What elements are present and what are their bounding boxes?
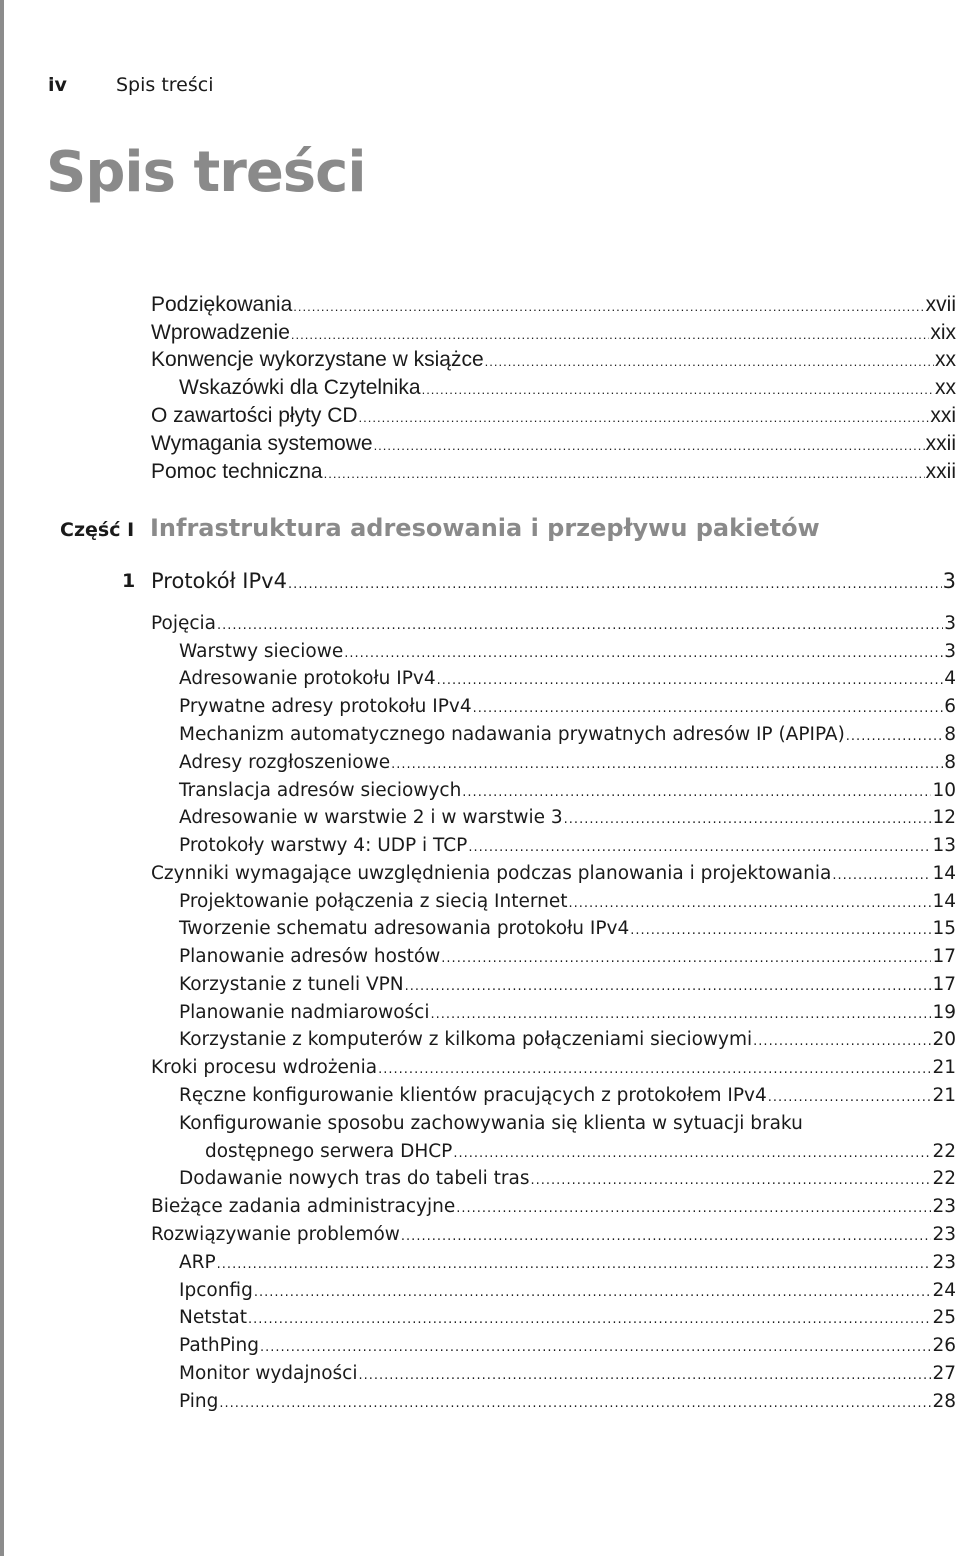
dot-leader bbox=[324, 466, 925, 481]
toc-entry[interactable]: Ping ..... 28 bbox=[179, 1391, 956, 1412]
dot-leader bbox=[437, 673, 944, 688]
chapter-number: 1 bbox=[122, 570, 136, 592]
dot-leader bbox=[374, 438, 925, 453]
dot-leader bbox=[753, 1034, 931, 1049]
dot-leader bbox=[260, 1340, 931, 1355]
page-edge-rule bbox=[0, 0, 4, 1556]
dot-leader bbox=[248, 1312, 931, 1327]
toc-entry[interactable]: Wprowadzenie ..... xix bbox=[151, 321, 956, 345]
dot-leader bbox=[217, 1257, 932, 1272]
toc-entry[interactable]: Planowanie adresów hostów ..... 17 bbox=[179, 946, 956, 967]
dot-leader bbox=[217, 618, 943, 633]
dot-leader bbox=[401, 1229, 932, 1244]
toc-entry[interactable]: Bieżące zadania administracyjne ..... 23 bbox=[151, 1196, 956, 1217]
dot-leader bbox=[832, 868, 931, 883]
toc-entry[interactable]: Pojęcia ..... 3 bbox=[151, 613, 956, 634]
dot-leader bbox=[564, 812, 932, 827]
toc-entry[interactable]: ARP ..... 23 bbox=[179, 1252, 956, 1273]
toc-entry[interactable]: Korzystanie z tuneli VPN ..... 17 bbox=[179, 974, 956, 995]
toc-entry[interactable]: Czynniki wymagające uwzględnienia podczas planowania i projektowania ..... 14 bbox=[151, 863, 956, 884]
toc-entry[interactable]: Podziękowania ..... xvii bbox=[151, 293, 956, 317]
dot-leader bbox=[462, 785, 931, 800]
toc-entry[interactable]: Ipconfig ..... 24 bbox=[179, 1280, 956, 1301]
dot-leader bbox=[422, 382, 934, 397]
dot-leader bbox=[288, 577, 942, 592]
dot-leader bbox=[453, 1146, 931, 1161]
toc-entry[interactable]: Mechanizm automatycznego nadawania prywatnych adresów IP (APIPA) ..... 8 bbox=[179, 724, 956, 745]
page-title: Spis treści bbox=[46, 140, 366, 205]
dot-leader bbox=[456, 1201, 931, 1216]
toc-entry[interactable]: O zawartości płyty CD ..... xxi bbox=[151, 404, 956, 428]
toc-entry[interactable]: Translacja adresów sieciowych ..... 10 bbox=[179, 780, 956, 801]
dot-leader bbox=[219, 1396, 931, 1411]
part-title: Infrastruktura adresowania i przepływu pakietów bbox=[150, 514, 820, 542]
dot-leader bbox=[359, 1368, 932, 1383]
toc-entry[interactable]: Kroki procesu wdrożenia ..... 21 bbox=[151, 1057, 956, 1078]
toc-entry[interactable]: Ręczne konfigurowanie klientów pracujących z protokołem IPv4 ..... 21 bbox=[179, 1085, 956, 1106]
toc-entry[interactable]: Wymagania systemowe ..... xxii bbox=[151, 432, 956, 456]
dot-leader bbox=[531, 1173, 932, 1188]
dot-leader bbox=[293, 299, 924, 314]
toc-entry[interactable]: Konwencje wykorzystane w książce ..... xx bbox=[151, 348, 956, 372]
toc-entry[interactable]: Monitor wydajności ..... 27 bbox=[179, 1363, 956, 1384]
toc-entry[interactable]: Projektowanie połączenia z siecią Internet ..... 14 bbox=[179, 891, 956, 912]
dot-leader bbox=[291, 327, 929, 342]
dot-leader bbox=[630, 923, 931, 938]
part-label: Część I bbox=[60, 519, 135, 541]
dot-leader bbox=[441, 951, 931, 966]
dot-leader bbox=[768, 1090, 932, 1105]
dot-leader bbox=[344, 646, 943, 661]
dot-leader bbox=[473, 701, 944, 716]
toc-entry[interactable]: Adresowanie w warstwie 2 i w warstwie 3 ..... 12 bbox=[179, 807, 956, 828]
toc-entry-wrapped-line[interactable]: Konfigurowanie sposobu zachowywania się klienta w sytuacji braku bbox=[179, 1113, 803, 1134]
dot-leader bbox=[359, 410, 930, 425]
part-heading bbox=[60, 514, 820, 542]
dot-leader bbox=[405, 979, 932, 994]
toc-entry[interactable]: Rozwiązywanie problemów ..... 23 bbox=[151, 1224, 956, 1245]
dot-leader bbox=[846, 729, 943, 744]
dot-leader bbox=[254, 1285, 932, 1300]
dot-leader bbox=[378, 1062, 931, 1077]
header-running-title: Spis treści bbox=[116, 74, 214, 96]
toc-entry[interactable]: dostępnego serwera DHCP ..... 22 bbox=[205, 1141, 956, 1162]
toc-entry[interactable]: Korzystanie z komputerów z kilkoma połączeniami sieciowymi ..... 20 bbox=[179, 1029, 956, 1050]
toc-entry[interactable]: Prywatne adresy protokołu IPv4 ..... 6 bbox=[179, 696, 956, 717]
toc-entry[interactable]: Planowanie nadmiarowości ..... 19 bbox=[179, 1002, 956, 1023]
toc-entry[interactable]: PathPing ..... 26 bbox=[179, 1335, 956, 1356]
toc-entry[interactable]: Warstwy sieciowe ..... 3 bbox=[179, 641, 956, 662]
dot-leader bbox=[391, 757, 943, 772]
dot-leader bbox=[431, 1007, 932, 1022]
dot-leader bbox=[468, 840, 931, 855]
dot-leader bbox=[569, 896, 932, 911]
toc-entry[interactable]: Protokoły warstwy 4: UDP i TCP ..... 13 bbox=[179, 835, 956, 856]
chapter-entry[interactable]: Protokół IPv4 ..... 3 bbox=[151, 569, 956, 593]
toc-entry[interactable]: Wskazówki dla Czytelnika ..... xx bbox=[179, 376, 956, 400]
toc-entry[interactable]: Adresowanie protokołu IPv4 ..... 4 bbox=[179, 668, 956, 689]
dot-leader bbox=[485, 354, 934, 369]
toc-entry[interactable]: Tworzenie schematu adresowania protokołu IPv4 ..... 15 bbox=[179, 918, 956, 939]
toc-entry[interactable]: Netstat ..... 25 bbox=[179, 1307, 956, 1328]
toc-entry[interactable]: Dodawanie nowych tras do tabeli tras ..... 22 bbox=[179, 1168, 956, 1189]
running-header bbox=[48, 74, 214, 96]
header-page-number: iv bbox=[48, 74, 67, 96]
toc-entry[interactable]: Adresy rozgłoszeniowe ..... 8 bbox=[179, 752, 956, 773]
toc-entry[interactable]: Pomoc techniczna ..... xxii bbox=[151, 460, 956, 484]
